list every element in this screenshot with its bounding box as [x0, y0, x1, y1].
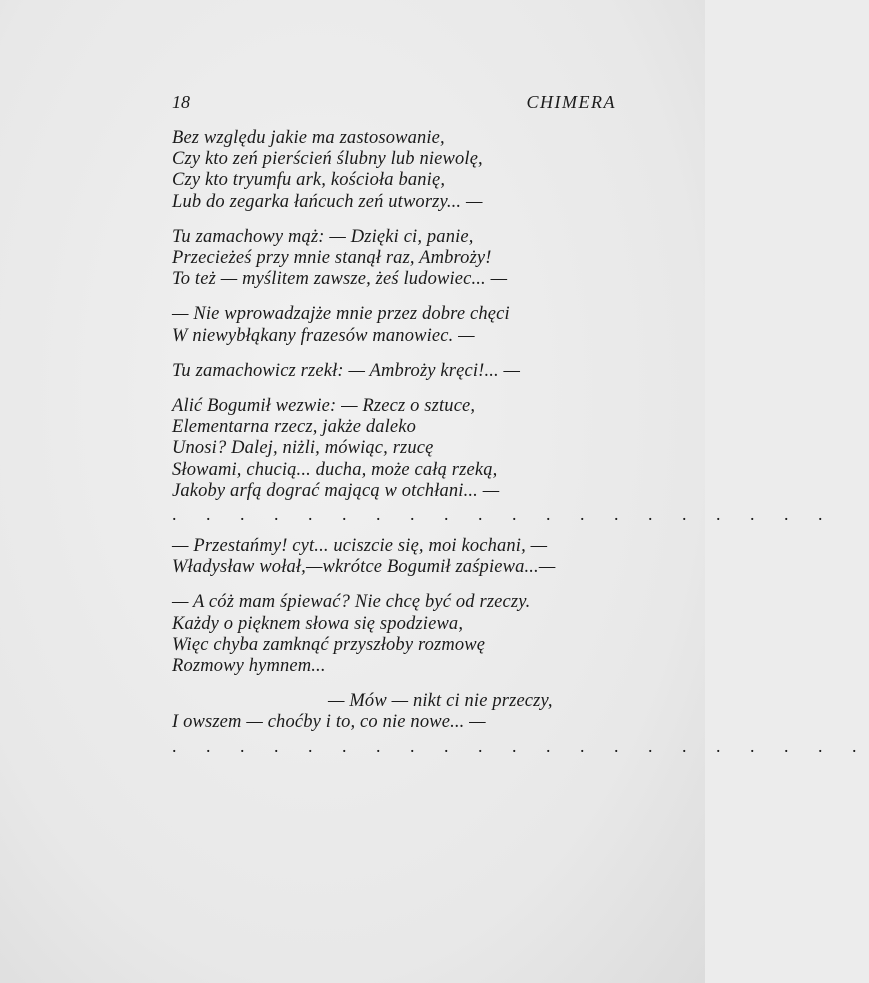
- poem-line: Elementarna rzecz, jakże daleko: [172, 417, 417, 438]
- poem-line: Czy kto zeń pierścień ślubny lub niewolę,: [172, 149, 483, 170]
- poem-line: — Nie wprowadzajże mnie przez dobre chęci: [172, 304, 510, 325]
- stanza: [172, 128, 622, 213]
- poem-line: Tu zamachowicz rzekł: — Ambroży kręci!... —: [172, 360, 521, 381]
- poem-line: — Mów — nikt ci nie przeczy,: [328, 691, 553, 712]
- poem-line: — A cóż mam śpiewać? Nie chcę być od rzeczy.: [172, 592, 531, 613]
- poem-body: [172, 128, 869, 768]
- stanza: [172, 536, 622, 578]
- poem-line: — Przestańmy! cyt... uciszcie się, moi kochani, —: [172, 536, 548, 557]
- poem-line: Przecieżeś przy mnie stanął raz, Ambroży!: [172, 248, 492, 269]
- ellipsis-divider: . . . . . . . . . . . . . . . . . . . .: [172, 504, 835, 525]
- poem-line: Unosi? Dalej, niżli, mówiąc, rzucę: [172, 438, 434, 459]
- poem-line: To też — myślitem zawsze, żeś ludowiec... —: [172, 269, 508, 290]
- stanza: [172, 227, 622, 291]
- poem-line: Alić Bogumił wezwie: — Rzecz o sztuce,: [172, 396, 476, 417]
- running-title: CHIMERA: [526, 92, 616, 112]
- poem-line: I owszem — choćby i to, co nie nowe... —: [172, 712, 486, 733]
- stanza: [172, 691, 622, 733]
- poem-line: Więc chyba zamknąć przyszłoby rozmowę: [172, 634, 486, 655]
- poem-line: Słowami, chucią... ducha, może całą rzeką,: [172, 459, 498, 480]
- poem-line: Jakoby arfą dograć mającą w otchłani... —: [172, 480, 500, 501]
- poem-line: Bez względu jakie ma zastosowanie,: [172, 128, 445, 148]
- stanza: [172, 361, 622, 382]
- page-header: [172, 92, 616, 116]
- poem-line: Rozmowy hymnem...: [172, 656, 326, 677]
- ellipsis-divider: . . . . . . . . . . . . . . . . . . . . .: [172, 735, 869, 756]
- stanza: [172, 592, 622, 677]
- poem-line: Czy kto tryumfu ark, kościoła banię,: [172, 170, 446, 191]
- poem-line: Władysław wołał,—wkrótce Bogumił zaśpiewa...—: [172, 557, 556, 578]
- poem-line: Każdy o pięknem słowa się spodziewa,: [172, 613, 464, 634]
- poem-line: Tu zamachowy mąż: — Dzięki ci, panie,: [172, 226, 474, 247]
- stanza: [172, 396, 622, 502]
- stanza: [172, 304, 622, 346]
- poem-line: Lub do zegarka łańcuch zeń utworzy... —: [172, 191, 483, 212]
- page-number: 18: [172, 92, 190, 112]
- poem-line: W niewybłąkany frazesów manowiec. —: [172, 325, 475, 346]
